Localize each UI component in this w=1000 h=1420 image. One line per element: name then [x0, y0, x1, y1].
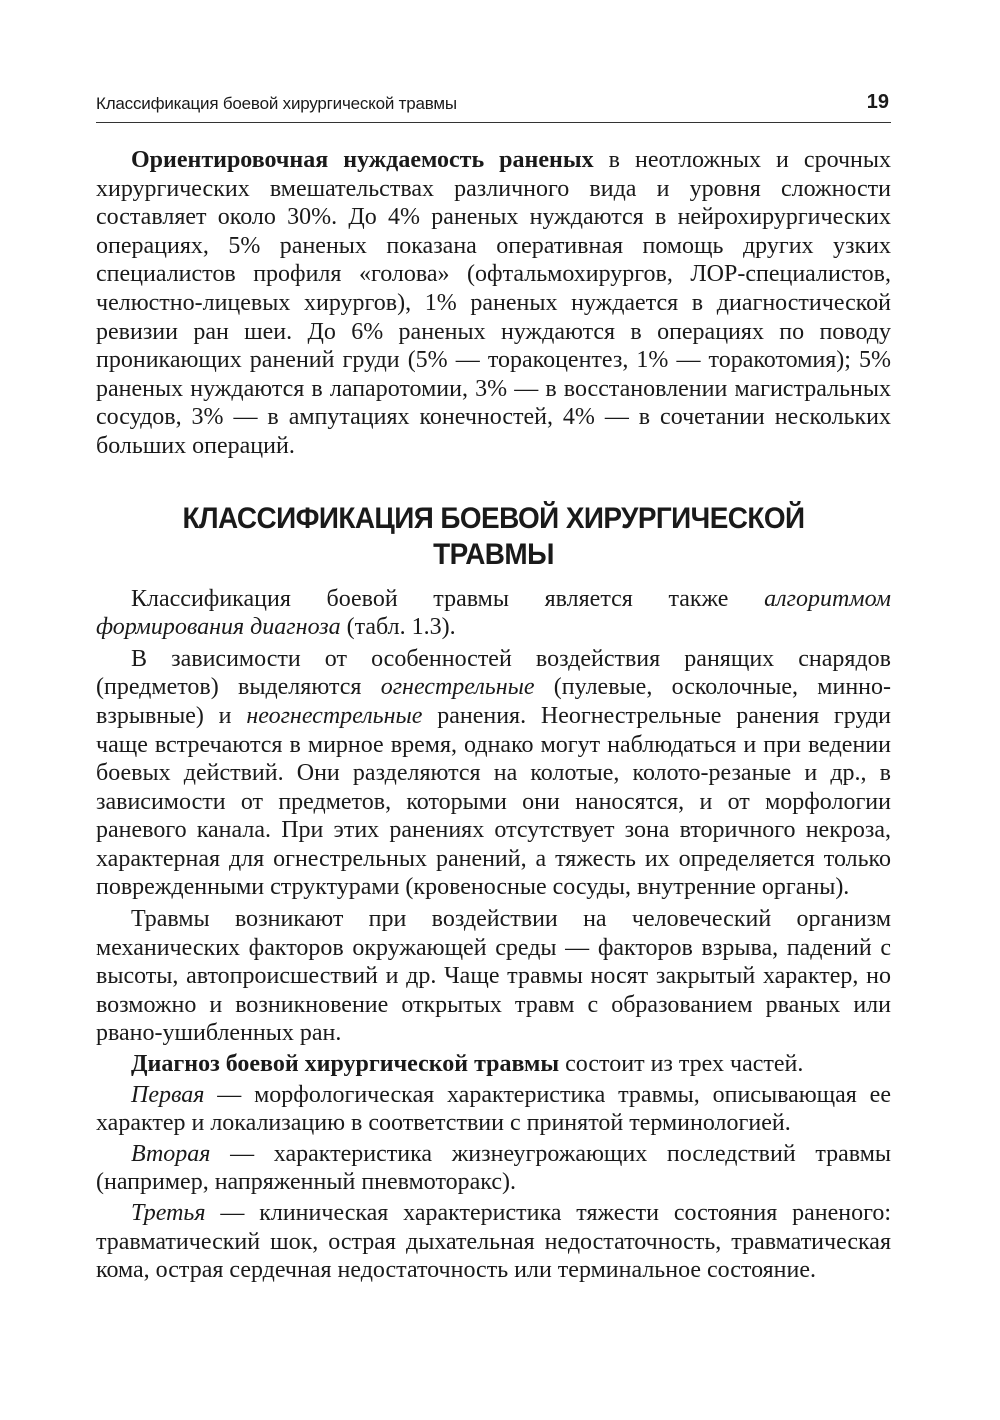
- p6-italic: Вторая: [131, 1140, 211, 1167]
- p4-text: состоит из трех частей.: [559, 1051, 804, 1078]
- p7-text: — клиническая характеристика тяжести состояния раненого: травматический шок, острая дыхательная недостаточность, травматическая кома, острая сердечная недостаточность или терминальное состояние.: [96, 1200, 891, 1284]
- p1-italic: алгоритмом формирования диагноза: [96, 585, 891, 641]
- intro-paragraph: [96, 146, 891, 461]
- intro-lead-bold: Ориентировочная нуждаемость раненых: [131, 147, 594, 173]
- section-heading: КЛАССИФИКАЦИЯ БОЕВОЙ ХИРУРГИЧЕСКОЙ ТРАВМЫ: [182, 501, 805, 571]
- p2-italic-nonfirearm: неогнестрельные: [246, 702, 423, 729]
- page-number: 19: [866, 91, 889, 113]
- intro-text: в неотложных и срочных хирургических вмешательствах различного вида и уровня сложности составляет около 30%. До 4% раненых нуждаются в нейрохирургических операциях, 5% раненых показана оперативная помощь других узких специалистов профиля «голова» (офтальмохирургов, ЛОР-специалистов, челюстно-лицевых хирургов), 1% раненых нуждается в диагностической ревизии ран шеи. До 6% раненых нуждаются в операциях по поводу проникающих ранений груди (5% — торакоцентез, 1% — торакотомия); 5% раненых нуждаются в лапаротомии, 3% — в восстановлении магистральных сосудов, 3% — в ампутациях конечностей, 4% — в сочетании нескольких больших операций.: [96, 147, 892, 459]
- paragraph-diagnosis-first: [96, 1081, 891, 1138]
- p6-text: — характеристика жизнеугрожающих последствий травмы (например, напряженный пневмоторакс).: [96, 1140, 891, 1196]
- p5-italic: Первая: [131, 1081, 205, 1108]
- page-body: [96, 146, 891, 1285]
- p2-text-c: ранения. Неогнестрельные ранения груди чаще встречаются в мирное время, однако могут наблюдаться и при ведении боевых действий. Они разделяются на колотые, колото-резаные и др., в зависимости от предметов, которыми они наносятся, и от морфологии раневого канала. При этих ранениях отсутствует зона вторичного некроза, характерная для огнестрельных ранений, а тяжесть их определяется только поврежденными структурами (кровеносные сосуды, внутренние органы).: [96, 702, 891, 901]
- running-header: [96, 90, 891, 123]
- p5-text: — морфологическая характеристика травмы, описывающая ее характер и локализацию в соответствии с принятой терминологией.: [96, 1081, 891, 1137]
- p1-text-b: (табл. 1.3).: [340, 614, 456, 641]
- paragraph-trauma: Травмы возникают при воздействии на человеческий организм механических факторов окружающей среды — факторов взрыва, падений с высоты, автопроисшествий и др. Чаще травмы носят закрытый характер, но возможно и возникновение открытых травм с образованием рваных или рвано-ушибленных ран.: [96, 906, 891, 1047]
- paragraph-diagnosis: [96, 1050, 891, 1079]
- paragraph-classification-intro: [96, 585, 891, 642]
- paragraph-diagnosis-third: [96, 1199, 891, 1285]
- paragraph-wound-types: [96, 645, 891, 902]
- paragraph-diagnosis-second: [96, 1140, 891, 1197]
- p1-text-a: Классификация боевой травмы является также: [131, 585, 765, 612]
- running-title: Классификация боевой хирургической травмы: [96, 94, 457, 113]
- p2-text-a: В зависимости от особенностей воздействия ранящих снарядов (предметов) выделяются: [96, 645, 891, 701]
- p7-italic: Третья: [131, 1200, 206, 1226]
- p2-italic-firearm: огнестрельные: [380, 674, 535, 701]
- p2-text-b: (пулевые, осколочные, минно-взрывные) и: [96, 674, 891, 729]
- p4-bold: Диагноз боевой хирургической травмы: [131, 1051, 560, 1078]
